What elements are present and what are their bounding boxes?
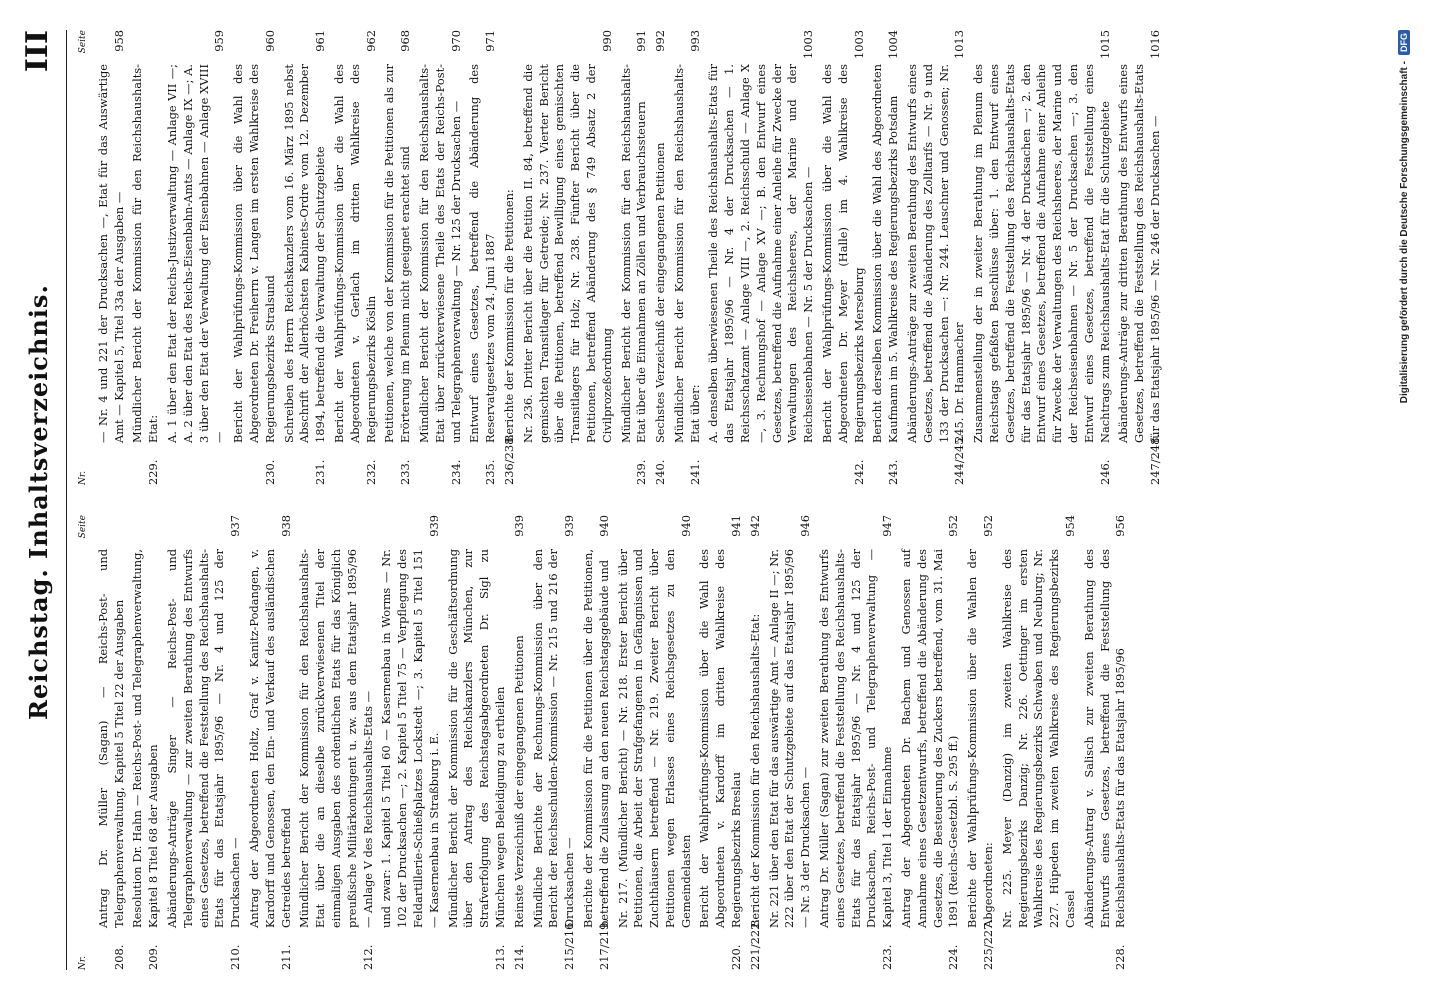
entry-page: 1015	[1097, 30, 1112, 59]
toc-entry	[130, 515, 162, 970]
toc-entry	[899, 515, 962, 970]
entry-number: 225/227.	[981, 919, 996, 970]
toc-entry	[165, 515, 244, 970]
entry-text: Mündliche Berichte der Rechnungs-Kommission über den Bericht der Reichsschulden-Kommission — Nr. 215 und 216 der Drucksachen —	[530, 549, 577, 928]
entry-text: Bericht der Wahlprüfungs-Kommission über die Wahl des Abgeordneten Dr. Meyer (Halle) im 4. Wahlkreise des Regierungsbezirks Merseburg	[820, 64, 866, 443]
entry-number: 213.	[492, 944, 507, 970]
toc-entry	[965, 515, 997, 970]
toc-entry	[165, 30, 228, 485]
entry-text: Mündlicher Bericht der Kommission für den Reichshaushalts-Etat über:	[671, 64, 702, 443]
toc-entry	[231, 30, 278, 485]
entry-text: Bericht der Wahlprüfungs-Kommission über die Wahl des Abgeordneten v. Kardorff im dritten Wahlkreise des Regierungsbezirks Breslau	[697, 549, 744, 928]
entry-text: Mündlicher Bericht der Kommission für den Reichshaushalts-Etat über die an dieselbe zurückverwiesenen Titel der einmaligen Ausgaben des ordentlichen Etats für das Königlich preußische Militärkontingent u. zw. aus dem Etatsjahr 1895/96 — Anlage V des Reichshaushalts-Etats —	[297, 549, 375, 928]
entry-text: Berichte der Kommission für die Petitionen über die Petitionen, betreffend die Zulassung an den neuen Reichstagsgebäude und	[580, 549, 611, 928]
entry-number: 228.	[1113, 944, 1128, 970]
entry-page: 961	[313, 30, 328, 52]
toc-entry	[870, 30, 902, 485]
toc-entry	[1116, 30, 1163, 485]
entry-text: Abänderungs-Anträge zur dritten Berathung des Entwurfs eines Gesetzes, betreffend die Feststellung des Reichshaushalts-Etats für das Etatsjahr 1895/96 — Nr. 246 der Drucksachen —	[1116, 64, 1162, 443]
entry-text: Bericht derselben Kommission über die Wahl des Abgeordneten Kaufmann im 5. Wahlkreise des Regierungsbezirks Potsdam	[870, 64, 901, 443]
entry-number: 215/216.	[562, 919, 577, 970]
toc-entry	[817, 515, 896, 970]
entry-number: 244/245.	[952, 434, 967, 485]
toc-entry	[616, 515, 695, 970]
entry-number: 217/219.	[596, 919, 611, 970]
toc-entry	[247, 515, 294, 970]
entry-number: 229.	[146, 459, 161, 485]
toc-entry	[1000, 515, 1079, 970]
entry-text: Antrag der Abgeordneten Holtz, Graf v. Kanitz-Podangen, v. Kardorff und Genossen, den Ein- und Verkauf des ausländischen Getreides betreffend	[246, 549, 293, 928]
entry-number: 234.	[448, 459, 463, 485]
entry-page: 960	[262, 30, 277, 52]
entry-text: Bericht der Wahlprüfungs-Kommission über die Wahl des Abgeordneten v. Gerlach im dritten Wahlkreise des Regierungsbezirks Köslin	[331, 64, 378, 443]
toc-entry	[672, 30, 704, 485]
entry-number: 224.	[946, 944, 961, 970]
entry-text: Berichte der Kommission für die Petitionen:	[501, 189, 516, 443]
page-footer	[1398, 30, 1410, 970]
column-head-number: Nr.	[78, 955, 88, 970]
footer-credit: Digitalisierung gefördert durch die Deutsche Forschungsgemeinschaft -	[1398, 61, 1410, 404]
entry-text: Mündlicher Bericht der Kommission für die Geschäftsordnung über den Antrag des Reichskanzlers München, zur Strafverfolgung des Reichstagsabgeordneten Dr. Sigl zu München wegen Beleidigung zu ertheilen	[445, 549, 507, 928]
toc-entry	[96, 30, 128, 485]
entry-number: 221/222.	[747, 919, 762, 970]
entry-number: 242.	[851, 459, 866, 485]
entry-number: 208.	[111, 944, 126, 970]
dfg-logo: DFG	[1398, 30, 1410, 55]
entry-text: Abänderungs-Antrag v. Salisch zur zweiten Berathung des Entwurfs eines Gesetzes, betreffend die Feststellung des Reichshaushalts-Etats für das Etatsjahr 1895/96	[1081, 549, 1128, 928]
entry-page: 939	[426, 515, 441, 537]
entry-page: 952	[946, 515, 961, 537]
entry-text: Antrag Dr. Müller (Sagan) zur zweiten Berathung des Entwurfs eines Gesetzes, betreffend die Feststellung des Reichshaushalts-Etats für das Etatsjahr 1895/96 — Nr. 4 und 125 der Drucksachen, Reichs-Post- und Telegraphenverwaltung — Kapitel 3, Titel 1 der Einnahme	[817, 549, 895, 928]
column-head-page: Seite	[78, 30, 88, 54]
toc-entry	[379, 515, 442, 970]
entry-page: 958	[111, 30, 126, 52]
entry-text: Schreiben des Herrn Reichskanzlers vom 16. März 1895 nebst Abschrift der Allerhöchsten Kabinets-Ordre vom 12. Dezember 1894, betreffend die Verwaltung der Schutzgebiete	[281, 64, 328, 443]
page-header	[18, 30, 67, 970]
entry-number: 209.	[146, 944, 161, 970]
entry-number: 240.	[653, 459, 668, 485]
toc-entry	[502, 30, 518, 485]
toc-entry	[332, 30, 379, 485]
toc-entry	[581, 515, 613, 970]
entry-page: 991	[634, 30, 649, 52]
toc-entry	[531, 515, 578, 970]
entry-text: A. denselben überwiesenen Theile des Reichshaushalts-Etats für das Etatsjahr 1895/96 — Nr. 4 der Drucksachen — 1. Reichsschatzamt — Anlage VIII —, 2. Reichsschuld — Anlage X —, 3. Rechnungshof — Anlage XV —; B. den Entwurf eines Gesetzes, betreffend die Aufnahme einer Anleihe für Zwecke der Verwaltungen des Reichsheeres, der Marine und der Reichseisenbahnen — Nr. 5 der Drucksachen —	[706, 64, 816, 443]
toc-entry	[417, 30, 464, 485]
entry-page: 942	[747, 515, 762, 537]
entry-text: Nr. 221 über den Etat für das auswärtige Amt — Anlage II —; Nr. 222 über den Etat der Schutzgebiete auf das Etatsjahr 1895/96 — Nr. 3 der Drucksachen —	[766, 549, 813, 928]
column-head	[76, 30, 92, 485]
entry-page: 971	[483, 30, 498, 52]
entry-number: 230.	[262, 459, 277, 485]
entry-page: 968	[398, 30, 413, 52]
entry-page: 956	[1113, 515, 1128, 537]
entry-page: 992	[653, 30, 668, 52]
entry-text: Abänderungs-Anträge Singer — Reichs-Post- und Telegraphenverwaltung — zur zweiten Berathung des Entwurfs eines Gesetzes, betreffend die Feststellung des Reichshaushalts-Etats für das Etatsjahr 1895/96 — Nr. 4 und 125 der Drucksachen —	[164, 549, 243, 928]
right-column	[76, 30, 1366, 485]
entry-page: 939	[562, 515, 577, 537]
entry-number: 232.	[363, 459, 378, 485]
entry-number: 243.	[886, 459, 901, 485]
entry-page: 952	[981, 515, 996, 537]
column-head	[76, 515, 92, 970]
toc-entry	[653, 30, 669, 485]
toc-entry	[697, 515, 744, 970]
entry-text: Bericht der Kommission für den Reichshaushalts-Etat:	[747, 613, 762, 928]
toc-entry	[820, 30, 867, 485]
toc-entry	[706, 30, 817, 485]
entry-text: Resolution Dr. Hahn — Reichs-Post- und Telegraphenverwaltung, Kapitel 8 Titel 68 der Ausgaben	[130, 549, 161, 928]
entry-page: 941	[729, 515, 744, 537]
toc-entry	[748, 515, 764, 970]
toc-entry	[282, 30, 329, 485]
toc-entry	[130, 30, 162, 485]
left-column	[76, 515, 1366, 970]
entry-text: Petitionen, welche von der Kommission für die Petitionen als zur Erörterung im Plenum nicht geeignet erachtet sind	[382, 64, 413, 443]
entry-number: 247/248.	[1148, 434, 1162, 485]
entry-text: Antrag der Abgeordneten Dr. Bachem und Genossen auf Annahme eines Gesetzentwurfs, betreffend die Abänderung des Gesetzes, die Besteuerung des Zuckers betreffend, vom 31. Mai 1891 (Reichs-Gesetzbl. S. 295 ff.)	[899, 549, 961, 928]
entry-number: 214.	[511, 944, 526, 970]
entry-text: Bericht der Wahlprüfungs-Kommission über die Wahl des Abgeordneten Dr. Freiherrn v. Langen im ersten Wahlkreise des Regierungsbezirks Stralsund	[231, 64, 277, 443]
toc-entry	[446, 515, 509, 970]
entry-page: 962	[363, 30, 378, 52]
toc-entry	[619, 30, 651, 485]
entry-number: 223.	[880, 944, 895, 970]
toc-entry	[1082, 515, 1129, 970]
entry-number: 239.	[634, 459, 649, 485]
entry-text: Nr. 236. Dritter Bericht über die Petition II. 84, betreffend die gemischten Transitlager für Getreide; Nr. 237. Vierter Bericht über die Petitionen, betreffend Bewilligung eines gemischten Transitlagers für Holz; Nr. 238. Fünfter Bericht über die Petitionen, betreffend Abänderung des § 749 Absatz 2 der Civilprozeßordnung	[520, 64, 614, 443]
entry-text: — Nr. 4 und 221 der Drucksachen —, Etat für das Auswärtige Amt — Kapitel 5, Titel 33a der Ausgaben —	[95, 64, 126, 443]
toc-entry	[382, 30, 414, 485]
entry-number: 220.	[729, 944, 744, 970]
entry-number: 236/238.	[501, 434, 516, 485]
entry-text: Nr. 225. Meyer (Danzig) im zweiten Wahlkreise des Regierungsbezirks Danzig; Nr. 226. Oettinger im ersten Wahlkreise des Regierungsbezirks Schwaben und Neuburg; Nr. 227. Hüpeden im zweiten Wahlkreise des Regierungsbezirks Cassel	[999, 549, 1078, 928]
entry-text: Nr. 217. (Mündlicher Bericht) — Nr. 218. Erster Bericht über Petitionen, die Arbeit der Strafgefangenen in Gefängnissen und Zuchthäusern betreffend — Nr. 219. Zweiter Bericht über Petitionen wegen Erlasses eines Reichsgesetzes zu den Gemeindelasten	[615, 549, 693, 928]
entry-number: 241.	[687, 459, 702, 485]
column-head-page: Seite	[78, 515, 88, 539]
toc-entry	[767, 515, 814, 970]
entry-text: und zwar: 1. Kapitel 5 Titel 60 — Kasernenbau in Worms — Nr. 102 der Drucksachen —; 2. Kapitel 5 Titel 75 — Verpflegung des Feldartillerie-Schießplatzes Lockstedt —; 3. Kapitel 5 Titel 151 — Kasernenbau in Straßburg i. E.	[379, 549, 441, 928]
column-head-number: Nr.	[78, 470, 88, 485]
entry-number: 211.	[278, 944, 293, 970]
entry-number: 235.	[483, 459, 498, 485]
entry-page: 990	[599, 30, 614, 52]
entry-number: 210.	[228, 944, 243, 970]
entry-text: Entwurf eines Gesetzes, betreffend die Abänderung des Reservatgesetzes vom 24. Juni 1887	[467, 64, 498, 443]
entry-page: 1013	[952, 30, 967, 59]
entry-page: 940	[678, 515, 693, 537]
entry-text: Mündlicher Bericht der Kommission für den Reichshaushalts-Etat über die Einnahmen an Zöllen und Verbrauchssteuern	[618, 64, 649, 443]
entry-page: 939	[511, 515, 526, 537]
entry-page: 970	[448, 30, 463, 52]
entry-text: Zusammenstellung der in zweiter Berathung im Plenum des Reichstags gefaßten Beschlüsse über: 1. den Entwurf eines Gesetzes, betreffend die Feststellung des Reichshaushalts-Etats für das Etatsjahr 1895/96 — Nr. 4 der Drucksachen —; 2. den Entwurf eines Gesetzes, betreffend die Aufnahme einer Anleihe für Zwecke der Verwaltungen des Reichsheeres, der Marine und der Reichseisenbahnen — Nr. 5 der Drucksachen —; 3. den Entwurf eines Gesetzes, betreffend die Feststellung eines Nachtrags zum Reichshaushalts-Etat für die Schutzgebiete	[971, 64, 1112, 443]
toc-entry	[905, 30, 968, 485]
toc-entry	[521, 30, 616, 485]
entry-page: 1004	[886, 30, 901, 59]
toc-entry	[297, 515, 376, 970]
entry-text: Reinste Verzeichniß der eingegangenen Petitionen	[511, 635, 526, 928]
entry-text: Mündlicher Bericht der Kommission für den Reichshaushalts-Etat:	[130, 64, 161, 443]
toc-entry	[467, 30, 499, 485]
entry-number: 231.	[313, 459, 328, 485]
entry-text: Antrag Dr. Müller (Sagan) — Reichs-Post- und Telegraphenverwaltung, Kapitel 5 Titel 22 der Ausgaben	[95, 549, 126, 928]
entry-page: 946	[798, 515, 813, 537]
entry-number: 233.	[398, 459, 413, 485]
entry-text: A. 1 über den Etat der Reichs-Justizverwaltung — Anlage VII —; A. 2 über den Etat des Reichs-Eisenbahn-Amts — Anlage IX —; A. 3 über den Etat der Verwaltung der Eisenbahnen — Anlage XVIII —	[164, 64, 227, 443]
entry-page: 940	[596, 515, 611, 537]
toc-entry	[971, 30, 1113, 485]
entry-text: Sechstes Verzeichniß der eingegangenen Petitionen	[653, 142, 668, 443]
entry-page: 1003	[801, 30, 816, 59]
toc-entry	[96, 515, 128, 970]
entry-page: 993	[687, 30, 702, 52]
entry-page: 1003	[851, 30, 866, 59]
entry-number: 246.	[1097, 459, 1112, 485]
entry-page: 1016	[1148, 30, 1162, 59]
entry-page: 938	[278, 515, 293, 537]
toc-entry	[512, 515, 528, 970]
entry-text: Abänderungs-Anträge zur zweiten Berathung des Entwurfs eines Gesetzes, betreffend die Abänderung des Zolltarifs — Nr. 9 und 133 der Drucksachen —: Nr. 244. Leuschner und Genossen; Nr. 245. Dr. Hammacher	[905, 64, 967, 443]
entry-number: 212.	[360, 944, 375, 970]
entry-page: 937	[228, 515, 243, 537]
entry-page: 959	[212, 30, 227, 52]
entry-page: 954	[1063, 515, 1078, 537]
entry-page: 947	[880, 515, 895, 537]
page-title: Reichstag. Inhaltsverzeichnis.	[24, 284, 53, 720]
entry-text: Mündlicher Bericht der Kommission für den Reichshaushalts-Etat über zurückverwiesene Theile des Etats der Reichs-Post- und Telegraphenverwaltung — Nr. 125 der Drucksachen —	[416, 64, 463, 443]
entry-text: Berichte der Wahlprüfungs-Kommission über die Wahlen der Abgeordneten:	[965, 549, 996, 928]
page-number: III	[20, 30, 55, 73]
